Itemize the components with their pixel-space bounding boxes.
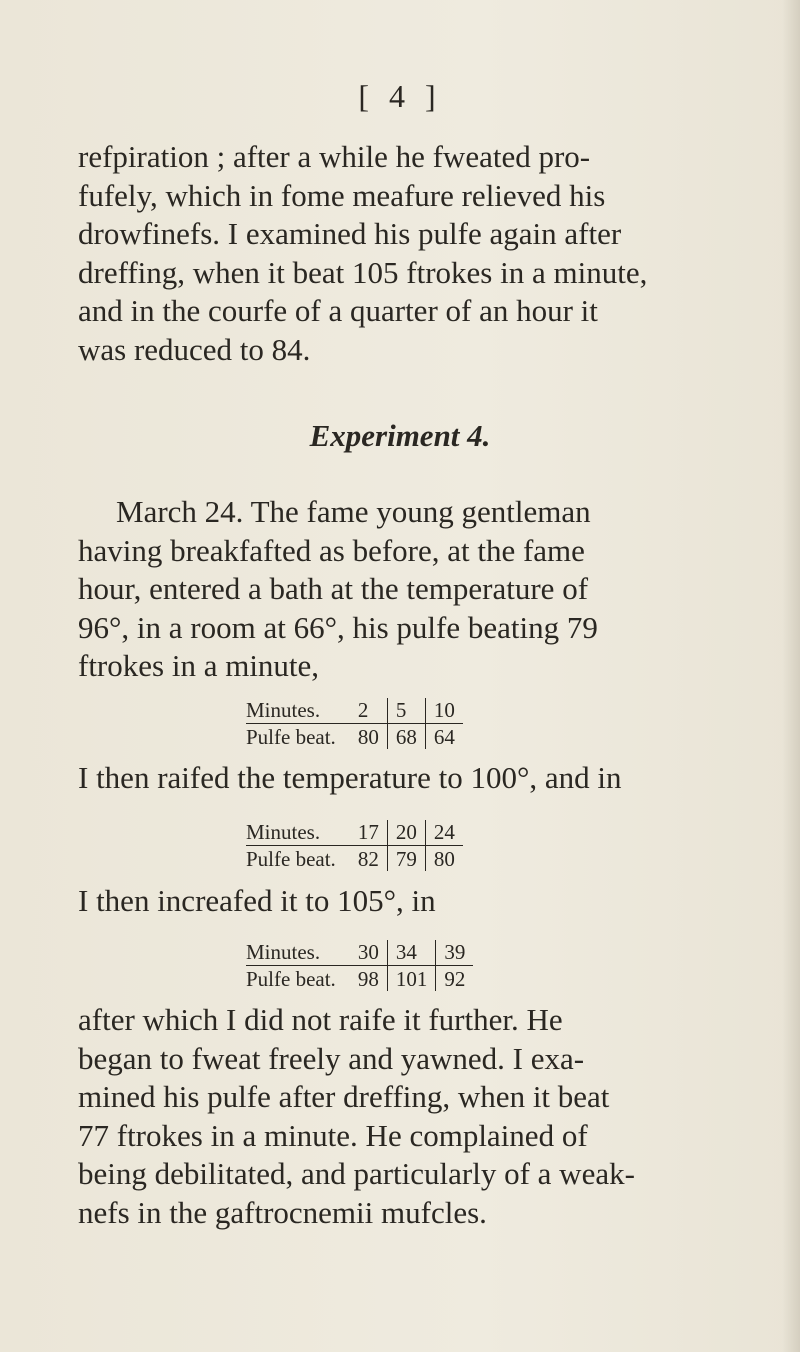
minutes-value: 39 bbox=[436, 940, 474, 966]
row-label-minutes: Minutes. bbox=[246, 820, 350, 846]
pulse-value: 82 bbox=[357, 847, 379, 871]
text-line: March 24. The fame young gentleman bbox=[116, 494, 591, 529]
minutes-value: 5 bbox=[387, 698, 425, 724]
minutes-value: 2 bbox=[350, 698, 388, 724]
text-line: after which I did not raife it further. He bbox=[78, 1002, 563, 1037]
minutes-value: 30 bbox=[350, 940, 388, 966]
row-label-pulse: Pulfe beat. bbox=[246, 967, 336, 991]
text-line: I then raifed the temperature to 100°, and in bbox=[78, 760, 622, 795]
pulse-table-2 bbox=[246, 820, 463, 871]
text-line: 96°, in a room at 66°, his pulfe beating 79 bbox=[78, 609, 598, 645]
text-line: and in the courfe of a quarter of an hour it bbox=[78, 293, 598, 328]
text-line: I then increafed it to 105°, in bbox=[78, 883, 436, 918]
pulse-value: 98 bbox=[357, 967, 379, 991]
text-line: nefs in the gaftrocnemii mufcles. bbox=[78, 1194, 487, 1230]
minutes-value: 10 bbox=[425, 698, 463, 724]
pulse-table-1 bbox=[246, 698, 463, 749]
row-label-pulse: Pulfe beat. bbox=[246, 725, 336, 749]
row-label-minutes: Minutes. bbox=[246, 940, 350, 966]
paragraph-table-2-followup bbox=[78, 882, 734, 921]
text-line: ftrokes in a minute, bbox=[78, 648, 320, 683]
page-edge-shadow bbox=[782, 0, 800, 1352]
pulse-value: 101 bbox=[387, 966, 436, 992]
pulse-value: 79 bbox=[387, 846, 425, 872]
text-line: fufely, which in fome meafure relieved his bbox=[78, 177, 606, 213]
pulse-value: 80 bbox=[425, 846, 463, 872]
pulse-value: 64 bbox=[425, 724, 463, 750]
text-line: drowfinefs. I examined his pulfe again after bbox=[78, 216, 622, 251]
text-line: mined his pulfe after dreffing, when it beat bbox=[78, 1079, 610, 1114]
row-label-pulse: Pulfe beat. bbox=[246, 847, 336, 871]
minutes-value: 17 bbox=[350, 820, 388, 846]
page-number: [ 4 ] bbox=[358, 78, 442, 114]
paragraph-3 bbox=[78, 1001, 734, 1232]
pulse-table-3 bbox=[246, 940, 473, 991]
text-line: dreffing, when it beat 105 ftrokes in a minute, bbox=[78, 254, 648, 290]
pulse-value: 68 bbox=[387, 724, 425, 750]
text-line: began to fweat freely and yawned. I exa- bbox=[78, 1040, 585, 1076]
row-label-minutes: Minutes. bbox=[246, 698, 350, 724]
text-line: 77 ftrokes in a minute. He complained of bbox=[78, 1117, 588, 1153]
section-heading: Experiment 4. bbox=[309, 418, 491, 453]
text-line: hour, entered a bath at the temperature of bbox=[78, 571, 589, 606]
paragraph-1 bbox=[78, 138, 734, 369]
text-line: was reduced to 84. bbox=[78, 331, 311, 367]
pulse-value: 92 bbox=[436, 966, 474, 992]
text-line: being debilitated, and particularly of a weak- bbox=[78, 1156, 635, 1191]
paragraph-2 bbox=[78, 493, 734, 686]
text-line: refpiration ; after a while he fweated pro- bbox=[78, 139, 591, 174]
minutes-value: 24 bbox=[425, 820, 463, 846]
text-line: having breakfafted as before, at the fame bbox=[78, 532, 585, 568]
pulse-value: 80 bbox=[357, 725, 379, 749]
paragraph-table-1-followup bbox=[78, 759, 734, 798]
minutes-value: 20 bbox=[387, 820, 425, 846]
minutes-value: 34 bbox=[387, 940, 436, 966]
